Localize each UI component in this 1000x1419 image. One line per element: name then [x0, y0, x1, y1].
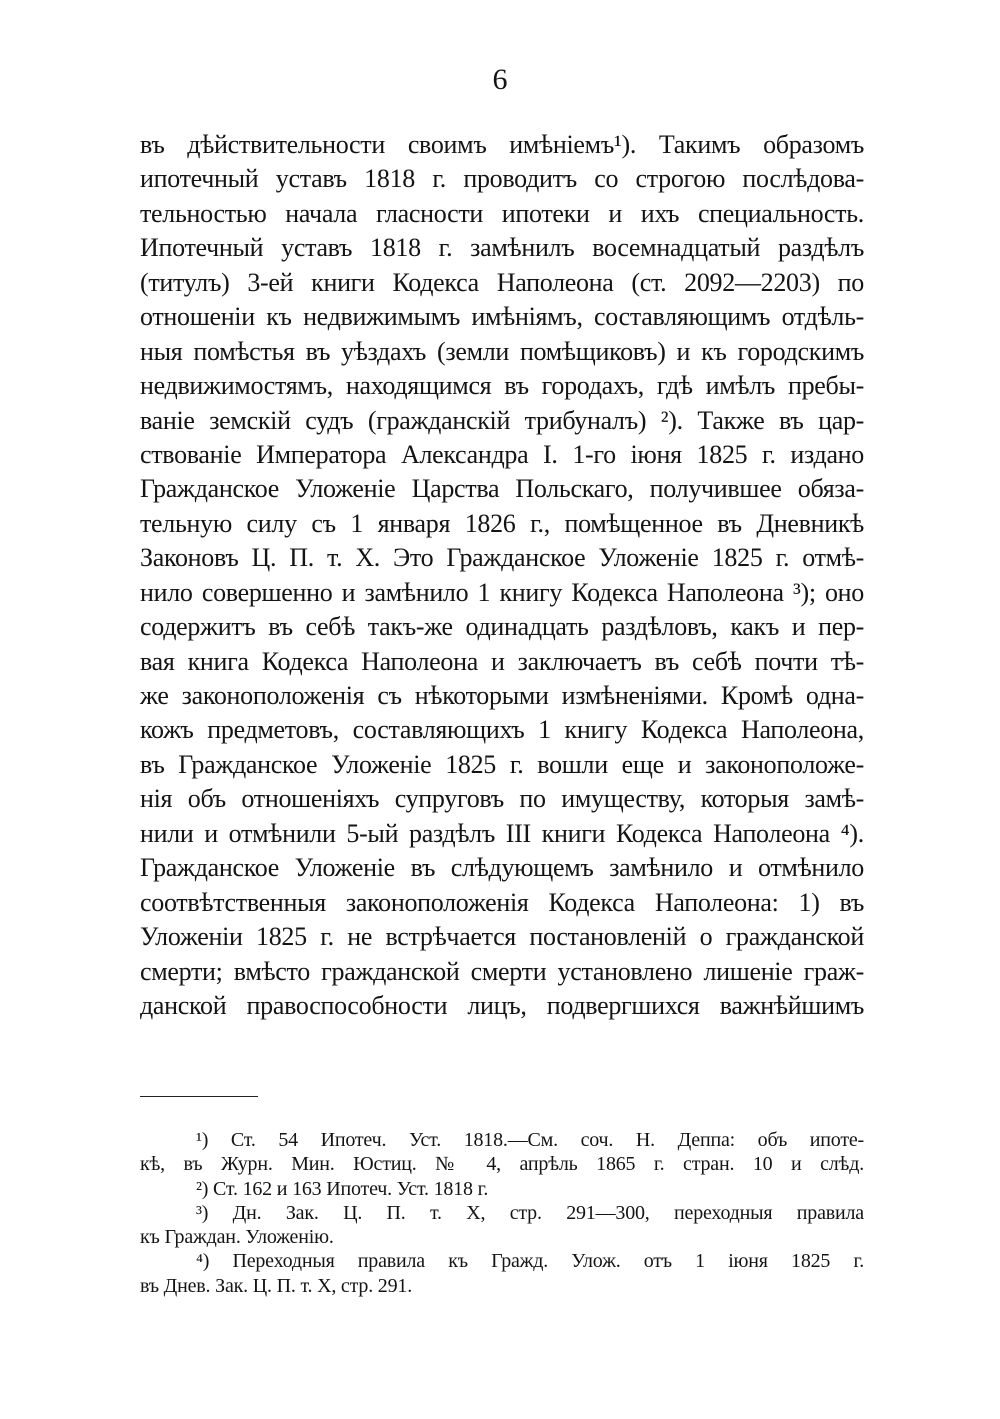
footnote-3-line: къ Граждан. Уложенію.	[140, 1226, 334, 1249]
footnote-2-line: ²) Ст. 162 и 163 Ипотеч. Уст. 1818 г.	[196, 1177, 489, 1200]
body-text	[140, 128, 864, 1023]
body-line: ствованіе Императора Александра I. 1-го іюня 1825 г. издано	[140, 439, 864, 469]
body-line: вая книга Кодекса Наполеона и заключаетъ въ себѣ почти тѣ-	[140, 646, 864, 676]
body-line: Гражданское Уложеніе Царства Польскаго, получившее обяза-	[140, 474, 864, 504]
footnote-1-line: ¹) Ст. 54 Ипотеч. Уст. 1818.—См. соч. Н. Деппа: объ ипоте-	[196, 1129, 864, 1151]
body-line: данской правоспособности лицъ, подвергшихся важнѣйшимъ	[140, 990, 864, 1020]
body-line: Уложеніи 1825 г. не встрѣчается постановленій о гражданской	[140, 922, 864, 952]
body-line: соотвѣтственныя законоположенія Кодекса Наполеона: 1) въ	[140, 887, 864, 917]
body-line: Законовъ Ц. П. т. X. Это Гражданское Уложеніе 1825 г. отмѣ-	[140, 543, 864, 573]
body-line: Гражданское Уложеніе въ слѣдующемъ замѣнило и отмѣнило	[140, 853, 864, 883]
footnote-separator	[140, 1096, 258, 1097]
body-line: ныя помѣстья въ уѣздахъ (земли помѣщиковъ) и къ городскимъ	[140, 336, 864, 366]
body-line: (титулъ) 3-ей книги Кодекса Наполеона (ст. 2092—2203) по	[140, 267, 864, 297]
body-line: отношеніи къ недвижимымъ имѣніямъ, составляющимъ отдѣль-	[140, 302, 864, 332]
body-line: Ипотечный уставъ 1818 г. замѣнилъ восемнадцатый раздѣлъ	[140, 233, 864, 263]
body-line: ваніе земскій судъ (гражданскій трибуналъ) ²). Также въ цар-	[140, 405, 864, 435]
body-line: ипотечный уставъ 1818 г. проводитъ со строгою послѣдова-	[140, 164, 864, 194]
footnote-1-line: кѣ, въ Журн. Мин. Юстиц. № 4, апрѣль 1865 г. стран. 10 и слѣд.	[140, 1153, 864, 1176]
footnote-3-line: ³) Дн. Зак. Ц. П. т. X, стр. 291—300, переходныя правила	[196, 1201, 864, 1224]
body-line: недвижимостямъ, находящимся въ городахъ, гдѣ имѣлъ пребы-	[140, 371, 864, 401]
body-line: нили и отмѣнили 5-ый раздѣлъ III книги Кодекса Наполеона ⁴).	[140, 818, 864, 848]
body-line: же законоположенія съ нѣкоторыми измѣненіями. Кромѣ одна-	[140, 681, 864, 710]
footnotes	[140, 1128, 864, 1298]
body-line: въ дѣйствительности своимъ имѣніемъ¹). Такимъ образомъ	[140, 130, 864, 159]
body-line: кожъ предметовъ, составляющихъ 1 книгу Кодекса Наполеона,	[140, 715, 864, 745]
body-line: смерти; вмѣсто гражданской смерти установлено лишеніе граж-	[140, 956, 864, 986]
footnote-4-line: въ Днев. Зак. Ц. П. т. X, стр. 291.	[140, 1274, 412, 1297]
body-line: тельностью начала гласности ипотеки и ихъ специальность.	[140, 198, 864, 228]
footnote-4-line: ⁴) Переходныя правила къ Гражд. Улож. отъ 1 іюня 1825 г.	[196, 1250, 864, 1273]
body-line: нія объ отношеніяхъ супруговъ по имуществу, которыя замѣ-	[140, 784, 864, 814]
body-line: нило совершенно и замѣнило 1 книгу Кодекса Наполеона ³); оно	[140, 577, 864, 607]
body-line: тельную силу съ 1 января 1826 г., помѣщенное въ Дневникѣ	[140, 508, 864, 538]
body-line: въ Гражданское Уложеніе 1825 г. вошли еще и законоположе-	[140, 749, 864, 779]
body-line: содержитъ въ себѣ такъ-же одинадцать раздѣловъ, какъ и пер-	[140, 612, 864, 642]
page-number: 6	[492, 63, 508, 96]
